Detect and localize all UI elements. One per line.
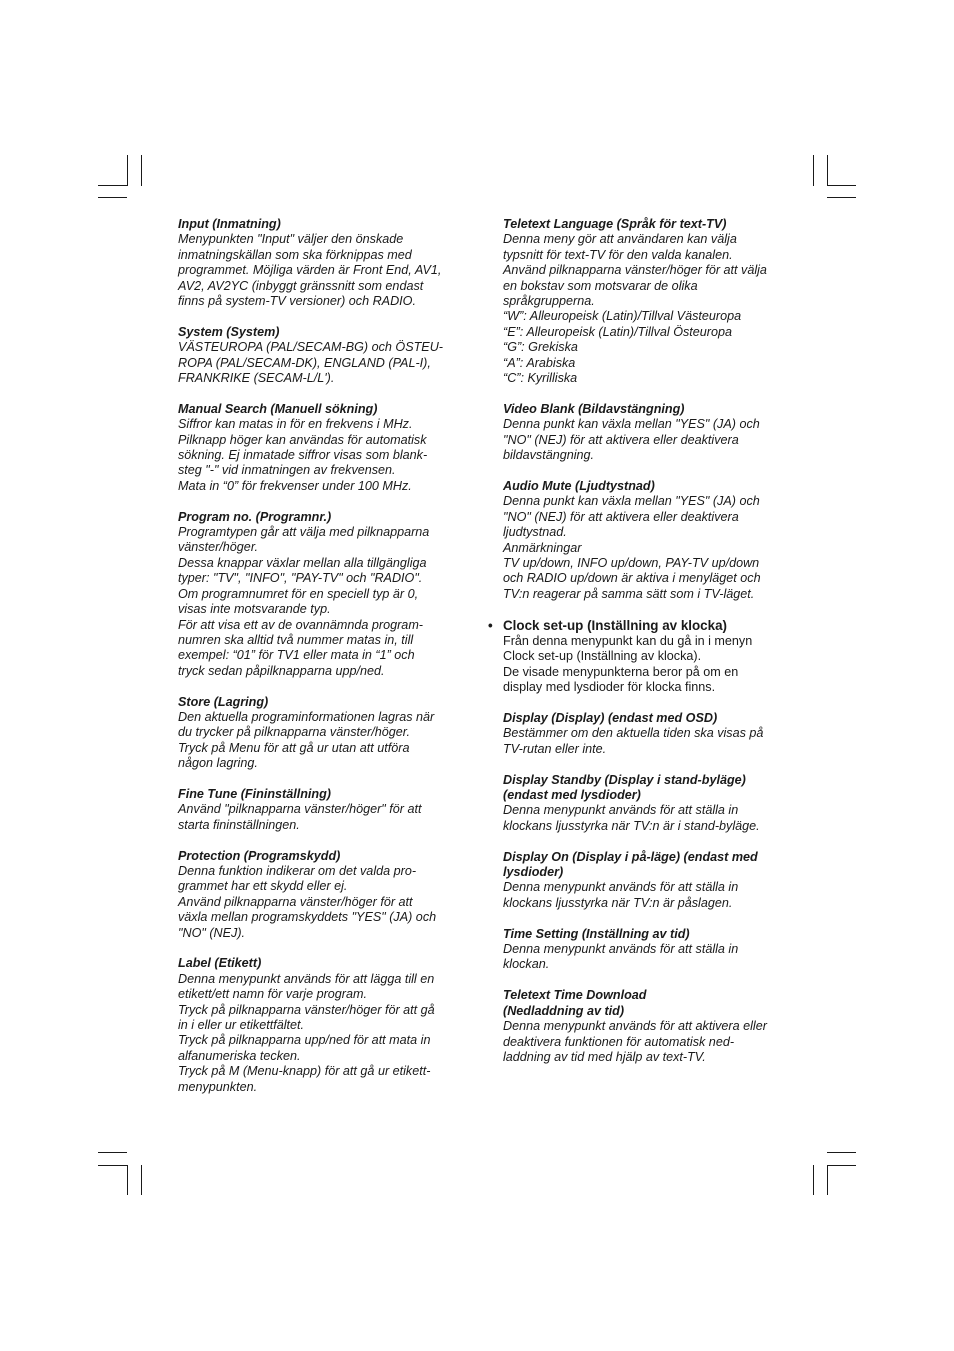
body-line: Menypunkten "Input" väljer den önskade bbox=[178, 232, 404, 247]
body-line: Denna menypunkt används för att aktivera eller bbox=[503, 1019, 767, 1034]
section-heading: Display On (Display i på-läge) (endast med bbox=[503, 849, 758, 864]
section-heading: Teletext Language (Språk för text-TV) bbox=[503, 217, 727, 231]
body-line: Programtypen går att välja med pilknapparna bbox=[178, 525, 430, 540]
section bbox=[503, 479, 803, 602]
body-line: vänster/höger. bbox=[178, 540, 259, 555]
section-heading: Store (Lagring) bbox=[178, 694, 269, 709]
section bbox=[178, 787, 478, 833]
body-line: TV:n reagerar på samma sätt som i TV-läget. bbox=[503, 586, 755, 601]
body-line: Den aktuella programinformationen lagras när bbox=[178, 709, 435, 724]
body-line: deaktivera funktionen för automatisk ned- bbox=[503, 1034, 735, 1049]
body-line: Mata in “0” för frekvenser under 100 MHz. bbox=[178, 478, 412, 493]
body-line: FRANKRIKE (SECAM-L/L'). bbox=[178, 371, 335, 386]
body-line: alfanumeriska tecken. bbox=[178, 1048, 301, 1063]
body-line: laddning av tid med hjälp av text-TV. bbox=[503, 1049, 706, 1064]
body-line: Denna funktion indikerar om det valda pro- bbox=[178, 863, 417, 878]
section-heading: Protection (Programskydd) bbox=[178, 848, 341, 863]
body-line: programmet. Möjliga värden är Front End, AV1, bbox=[178, 263, 442, 278]
section bbox=[178, 956, 478, 1095]
body-line: AV2, AV2YC (inbyggt gränssnitt som endast bbox=[178, 278, 424, 293]
body-line: Denna menypunkt används för att ställa in bbox=[503, 880, 739, 895]
section bbox=[178, 402, 478, 494]
body-line: display med lysdioder för klocka finns. bbox=[503, 680, 716, 695]
body-line: För att visa ett av de ovannämnda program- bbox=[178, 617, 424, 632]
body-line: tryck sedan påpilknapparna upp/ned. bbox=[178, 663, 385, 678]
section-heading-text: Clock set-up (Inställning av klocka) bbox=[503, 617, 727, 633]
section-heading: (Nedladdning av tid) bbox=[503, 1003, 625, 1018]
body-line: “C”: Kyrilliska bbox=[503, 371, 578, 386]
section-heading: Display (Display) (endast med OSD) bbox=[503, 711, 718, 726]
body-line: växla mellan programskyddets "YES" (JA) och bbox=[178, 910, 437, 925]
right-column bbox=[488, 217, 803, 1081]
body-line: “E”: Alleuropeisk (Latin)/Tillval Östeuropa bbox=[503, 324, 732, 339]
body-line: och RADIO up/down är aktiva i menyläget och bbox=[503, 571, 761, 586]
body-line: Anmärkningar bbox=[503, 540, 582, 555]
body-line: klockans ljusstyrka när TV:n är påslagen. bbox=[503, 895, 733, 910]
section bbox=[178, 849, 478, 941]
body-line: Pilknapp höger kan användas för automatisk bbox=[178, 432, 427, 447]
body-line: VÄSTEUROPA (PAL/SECAM-BG) och ÖSTEU- bbox=[178, 340, 443, 355]
section-heading: Teletext Time Download bbox=[503, 988, 647, 1003]
body-line: visas inte motsvarande typ. bbox=[178, 602, 331, 617]
bullet-icon: • bbox=[488, 617, 493, 633]
body-line: Tryck på Menu för att gå ur utan att utföra bbox=[178, 740, 410, 755]
body-line: du trycker på pilknapparna vänster/höger. bbox=[178, 725, 410, 740]
body-line: Clock set-up (Inställning av klocka). bbox=[503, 649, 702, 664]
section bbox=[503, 773, 803, 835]
body-line: en bokstav som motsvarar de olika bbox=[503, 278, 698, 293]
section bbox=[178, 695, 478, 772]
section-heading: Audio Mute (Ljudtystnad) bbox=[503, 478, 655, 493]
body-line: någon lagring. bbox=[178, 756, 258, 771]
body-line: Denna menypunkt används för att ställa in bbox=[503, 803, 739, 818]
body-line: grammet har ett skydd eller ej. bbox=[178, 879, 348, 894]
section-heading: Time Setting (Inställning av tid) bbox=[503, 926, 690, 941]
section bbox=[503, 850, 803, 912]
body-line: Tryck på pilknapparna upp/ned för att mata in bbox=[178, 1033, 431, 1048]
body-line: Om programnumret för en speciell typ är 0, bbox=[178, 586, 419, 601]
body-line: "NO" (NEJ) för att aktivera eller deaktivera bbox=[503, 432, 739, 447]
body-line: etikett/ett namn för varje program. bbox=[178, 987, 367, 1002]
body-line: Bestämmer om den aktuella tiden ska visas på bbox=[503, 726, 764, 741]
body-line: "NO" (NEJ). bbox=[178, 925, 246, 940]
body-line: typer: "TV", "INFO", "PAY-TV" och "RADIO". bbox=[178, 571, 423, 586]
section-heading: (endast med lysdioder) bbox=[503, 788, 641, 803]
body-line: bildavstängning. bbox=[503, 448, 595, 463]
body-line: språkgrupperna. bbox=[503, 294, 595, 309]
body-line: starta fininställningen. bbox=[178, 817, 300, 832]
body-line: "NO" (NEJ) för att aktivera eller deaktivera bbox=[503, 509, 739, 524]
section-heading bbox=[488, 617, 803, 635]
section bbox=[503, 927, 803, 973]
body-line: menypunkten. bbox=[178, 1079, 258, 1094]
body-line: Denna punkt kan växla mellan "YES" (JA) och bbox=[503, 417, 760, 432]
left-column bbox=[178, 217, 478, 1110]
body-line: sökning. Ej inmatade siffror visas som blank- bbox=[178, 448, 428, 463]
section bbox=[488, 617, 803, 696]
body-line: typsnitt för text-TV för den valda kanalen. bbox=[503, 247, 733, 262]
section-heading: Input (Inmatning) bbox=[178, 217, 281, 231]
body-line: Denna punkt kan växla mellan "YES" (JA) och bbox=[503, 494, 760, 509]
body-line: klockans ljusstyrka när TV:n är i stand-byläge. bbox=[503, 818, 760, 833]
body-line: Denna meny gör att användaren kan välja bbox=[503, 232, 737, 247]
section bbox=[503, 988, 803, 1065]
section-heading: Label (Etikett) bbox=[178, 956, 262, 971]
body-line: Från denna menypunkt kan du gå in i menyn bbox=[503, 634, 753, 649]
body-line: numren ska alltid två nummer matas in, till bbox=[178, 632, 414, 647]
body-line: Dessa knappar växlar mellan alla tillgängliga bbox=[178, 555, 427, 570]
body-line: Tryck på pilknapparna vänster/höger för att gå bbox=[178, 1002, 435, 1017]
body-line: Denna menypunkt används för att ställa in bbox=[503, 942, 739, 957]
body-line: steg "-" vid inmatningen av frekvensen. bbox=[178, 463, 396, 478]
section-heading: Video Blank (Bildavstängning) bbox=[503, 401, 685, 416]
body-line: ljudtystnad. bbox=[503, 525, 567, 540]
section-heading: Manual Search (Manuell sökning) bbox=[178, 401, 378, 416]
body-line: “A”: Arabiska bbox=[503, 355, 576, 370]
section-heading: System (System) bbox=[178, 324, 280, 339]
body-line: finns på system-TV versioner) och RADIO. bbox=[178, 294, 416, 309]
section bbox=[178, 510, 478, 679]
body-line: “G”: Grekiska bbox=[503, 340, 578, 355]
section bbox=[503, 711, 803, 757]
body-line: inmatningskällan som ska förknippas med bbox=[178, 247, 412, 262]
body-line: TV up/down, INFO up/down, PAY-TV up/down bbox=[503, 555, 760, 570]
body-line: in i eller ur etikettfältet. bbox=[178, 1018, 304, 1033]
body-line: TV-rutan eller inte. bbox=[503, 741, 607, 756]
body-line: Tryck på M (Menu-knapp) för att gå ur etikett- bbox=[178, 1064, 431, 1079]
body-line: exempel: “01” för TV1 eller mata in “1” och bbox=[178, 648, 415, 663]
body-line: klockan. bbox=[503, 957, 550, 972]
body-line: De visade menypunkterna beror på om en bbox=[503, 664, 739, 679]
section bbox=[503, 217, 803, 386]
body-line: “W”: Alleuropeisk (Latin)/Tillval Västeuropa bbox=[503, 309, 742, 324]
section-heading: Fine Tune (Fininställning) bbox=[178, 786, 331, 801]
body-line: ROPA (PAL/SECAM-DK), ENGLAND (PAL-I), bbox=[178, 355, 431, 370]
section bbox=[178, 325, 478, 387]
section-heading: Display Standby (Display i stand-byläge) bbox=[503, 772, 746, 787]
body-line: Använd pilknapparna vänster/höger för att välja bbox=[503, 263, 767, 278]
section-heading: Program no. (Programnr.) bbox=[178, 509, 332, 524]
section-heading: lysdioder) bbox=[503, 865, 564, 880]
section bbox=[178, 217, 478, 309]
body-line: Siffror kan matas in för en frekvens i MHz. bbox=[178, 417, 413, 432]
body-line: Denna menypunkt används för att lägga till en bbox=[178, 971, 435, 986]
body-line: Använd pilknapparna vänster/höger för att bbox=[178, 894, 413, 909]
section bbox=[503, 402, 803, 464]
body-line: Använd "pilknapparna vänster/höger" för att bbox=[178, 802, 422, 817]
